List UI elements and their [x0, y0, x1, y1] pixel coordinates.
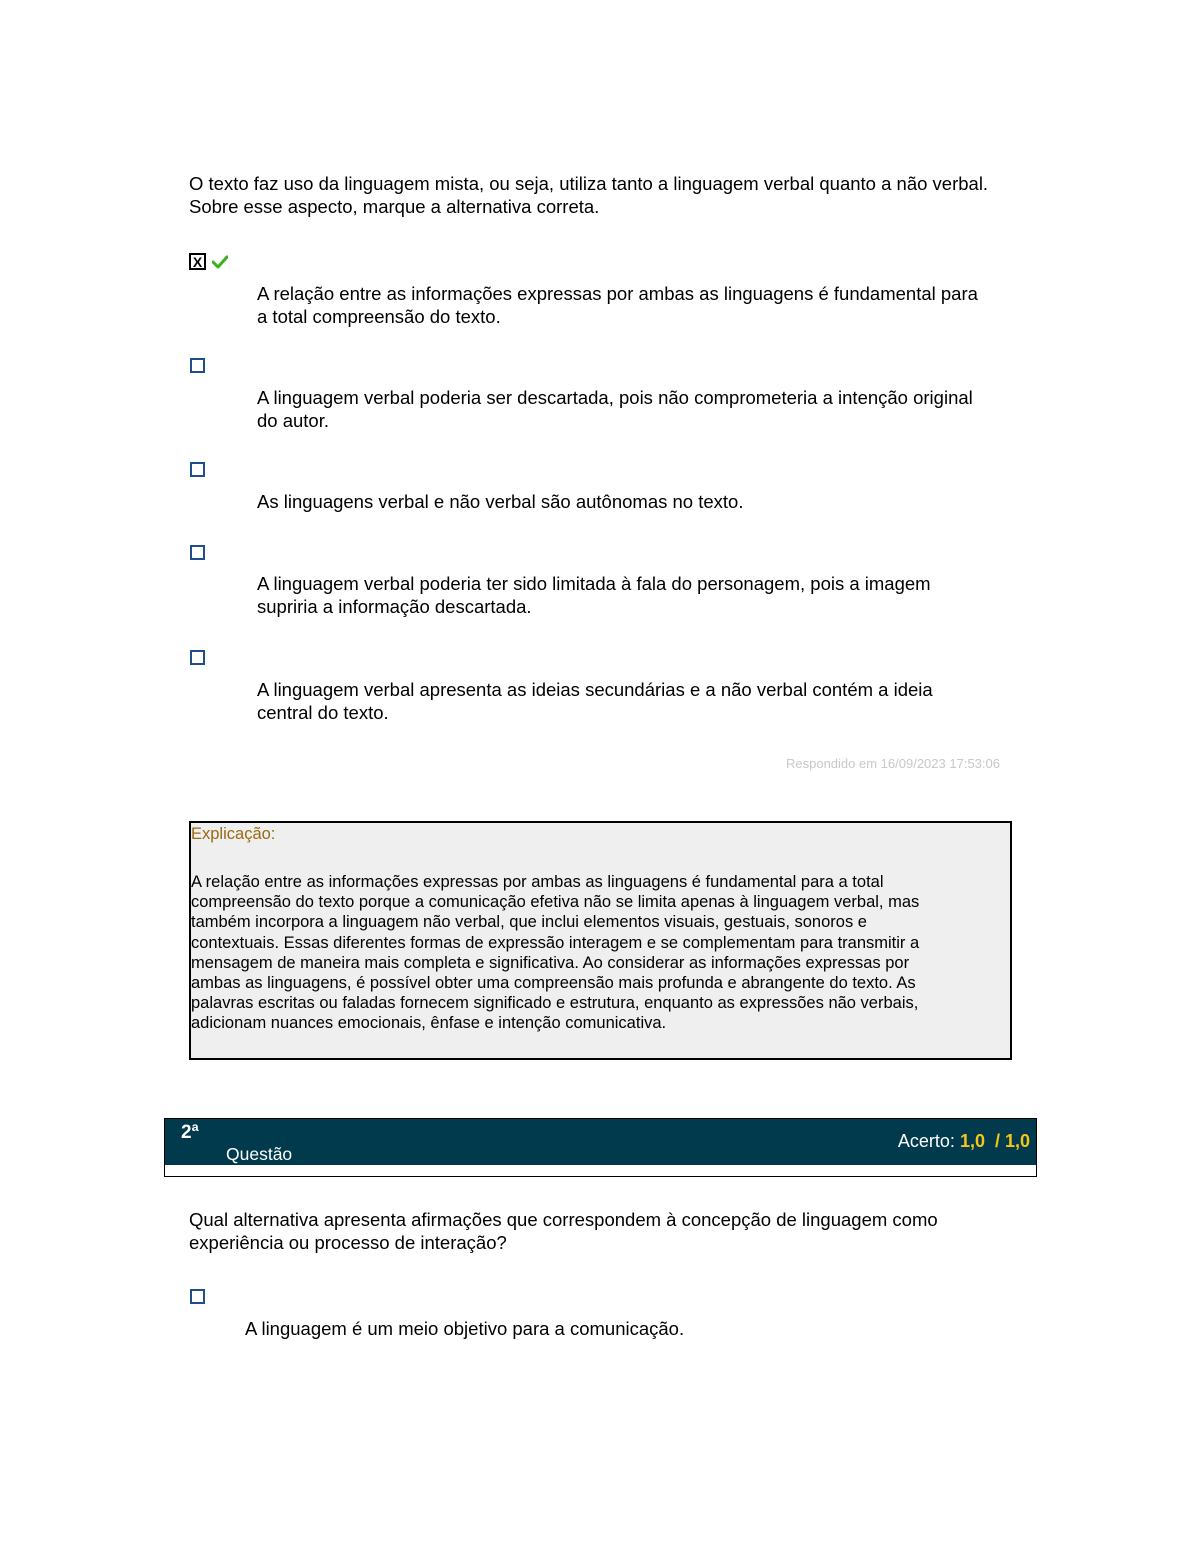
score [898, 1131, 1030, 1152]
explanation-line: mensagem de maneira mais completa e significativa. Ao considerar as informações expressas por [191, 953, 910, 972]
explanation-line: ambas as linguagens, é possível obter uma compreensão mais profunda e abrangente do texto. As [191, 974, 916, 993]
option-1-text: A relação entre as informações expressas por ambas as linguagens é fundamental para a total compreensão do texto. [257, 283, 978, 327]
explanation-line: também incorpora a linguagem não verbal, que inclui elementos visuais, gestuais, sonoros e [191, 913, 867, 932]
empty-checkbox-icon[interactable] [190, 358, 205, 373]
option-4-text: A linguagem verbal poderia ter sido limitada à fala do personagem, pois a imagem supriria a informação descartada. [257, 573, 931, 617]
explanation-line: palavras escritas ou faladas fornecem significado e estrutura, enquanto as expressões não verbais, [191, 994, 919, 1013]
empty-checkbox-icon[interactable] [190, 650, 205, 665]
explanation-line: adicionam nuances emocionais, ênfase e intenção comunicativa. [191, 1014, 667, 1033]
checked-box-icon[interactable] [189, 253, 206, 270]
explanation-line: contextuais. Essas diferentes formas de expressão interagem e se complementam para transmitir a [191, 933, 920, 952]
option-2-text: A linguagem verbal poderia ser descartada, pois não comprometeria a intenção original do autor. [257, 387, 973, 431]
question-2-text: Qual alternativa apresenta afirmações que correspondem à concepção de linguagem como experiência ou processo de interação? [189, 1209, 938, 1253]
explanation-line: A relação entre as informações expressas por ambas as linguagens é fundamental para a total [191, 873, 884, 891]
question-header-bar [165, 1119, 1036, 1165]
explanation-line: compreensão do texto porque a comunicação efetiva não se limita apenas à linguagem verbal, mas [191, 893, 920, 912]
score-value: 1,0 / 1,0 [959, 1131, 1030, 1151]
question-label: Questão [226, 1144, 293, 1164]
empty-checkbox-icon[interactable] [190, 1289, 205, 1304]
empty-checkbox-icon[interactable] [190, 545, 205, 560]
explanation-box [189, 821, 1012, 1060]
option-3-text: As linguagens verbal e não verbal são autônomas no texto. [257, 491, 744, 512]
answered-timestamp: Respondido em 16/09/2023 17:53:06 [786, 756, 1000, 771]
q2-option-1-text: A linguagem é um meio objetivo para a comunicação. [245, 1318, 685, 1339]
question-2-header [164, 1118, 1037, 1177]
selected-mark: X [192, 253, 203, 270]
option-5-text: A linguagem verbal apresenta as ideias secundárias e a não verbal contém a ideia central do texto. [257, 679, 933, 723]
green-check-icon [212, 255, 228, 269]
question-number: 2ª [181, 1122, 199, 1143]
empty-checkbox-icon[interactable] [190, 462, 205, 477]
question-1-text: O texto faz uso da linguagem mista, ou seja, utiliza tanto a linguagem verbal quanto a não verbal. Sobre esse aspecto, marque a alternativa correta. [189, 173, 989, 217]
explanation-body [191, 872, 991, 1034]
score-label: Acerto: [897, 1131, 955, 1151]
explanation-title: Explicação: [191, 825, 276, 843]
